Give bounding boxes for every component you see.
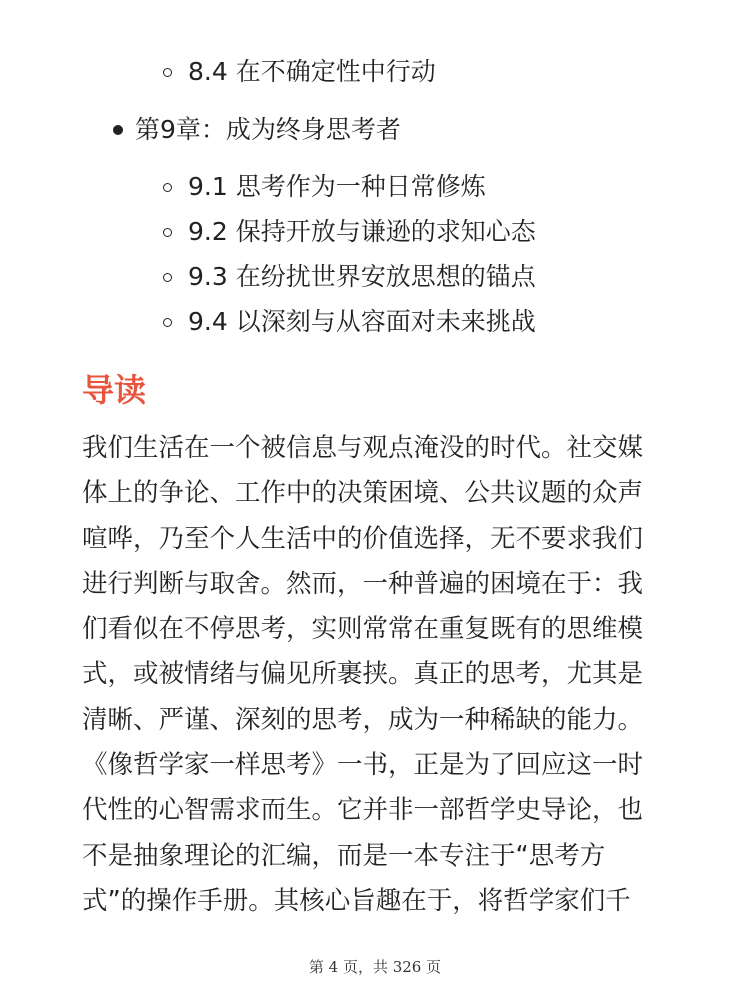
hollow-bullet-icon xyxy=(163,183,172,192)
hollow-bullet-icon xyxy=(163,273,172,282)
paragraph-line: 代性的心智需求而生。它并非一部哲学史导论，也 xyxy=(82,795,644,826)
toc-item-label: 9.4 以深刻与从容面对未来挑战 xyxy=(188,307,536,336)
paragraph-line: 式”的操作手册。其核心旨趣在于，将哲学家们千 xyxy=(82,885,631,916)
body-paragraph xyxy=(82,426,672,924)
paragraph-line: 喧哗，乃至个人生活中的价值选择，无不要求我们 xyxy=(82,523,644,554)
paragraph-line: 体上的争论、工作中的决策困境、公共议题的众声 xyxy=(82,478,644,509)
paragraph-line: 进行判断与取舍。然而，一种普遍的困境在于：我 xyxy=(82,568,644,599)
toc-item-label: 9.3 在纷扰世界安放思想的锚点 xyxy=(188,262,536,291)
section-heading: 导读 xyxy=(82,371,147,409)
paragraph-line: 式，或被情绪与偏见所裹挟。真正的思考，尤其是 xyxy=(82,659,644,690)
hollow-bullet-icon xyxy=(163,318,172,327)
paragraph-line: 我们生活在一个被信息与观点淹没的时代。社交媒 xyxy=(82,433,644,463)
hollow-bullet-icon xyxy=(163,228,172,237)
toc-item-label: 9.2 保持开放与谦逊的求知心态 xyxy=(188,217,536,246)
page-number: 第 4 页，共 326 页 xyxy=(308,958,442,976)
paragraph-line: 们看似在不停思考，实则常常在重复既有的思维模 xyxy=(82,614,644,645)
toc-item-label: 9.1 思考作为一种日常修炼 xyxy=(188,172,486,201)
solid-bullet-icon xyxy=(113,125,123,135)
paragraph-line: 《像哲学家一样思考》一书，正是为了回应这一时 xyxy=(82,750,644,781)
paragraph-line: 清晰、严谨、深刻的思考，成为一种稀缺的能力。 xyxy=(82,704,644,735)
toc-chapter-label: 第9章：成为终身思考者 xyxy=(135,115,401,144)
toc-item-label: 8.4 在不确定性中行动 xyxy=(188,57,436,86)
paragraph-line: 不是抽象理论的汇编，而是一本专注于“思考方 xyxy=(82,840,606,871)
hollow-bullet-icon xyxy=(163,68,172,77)
